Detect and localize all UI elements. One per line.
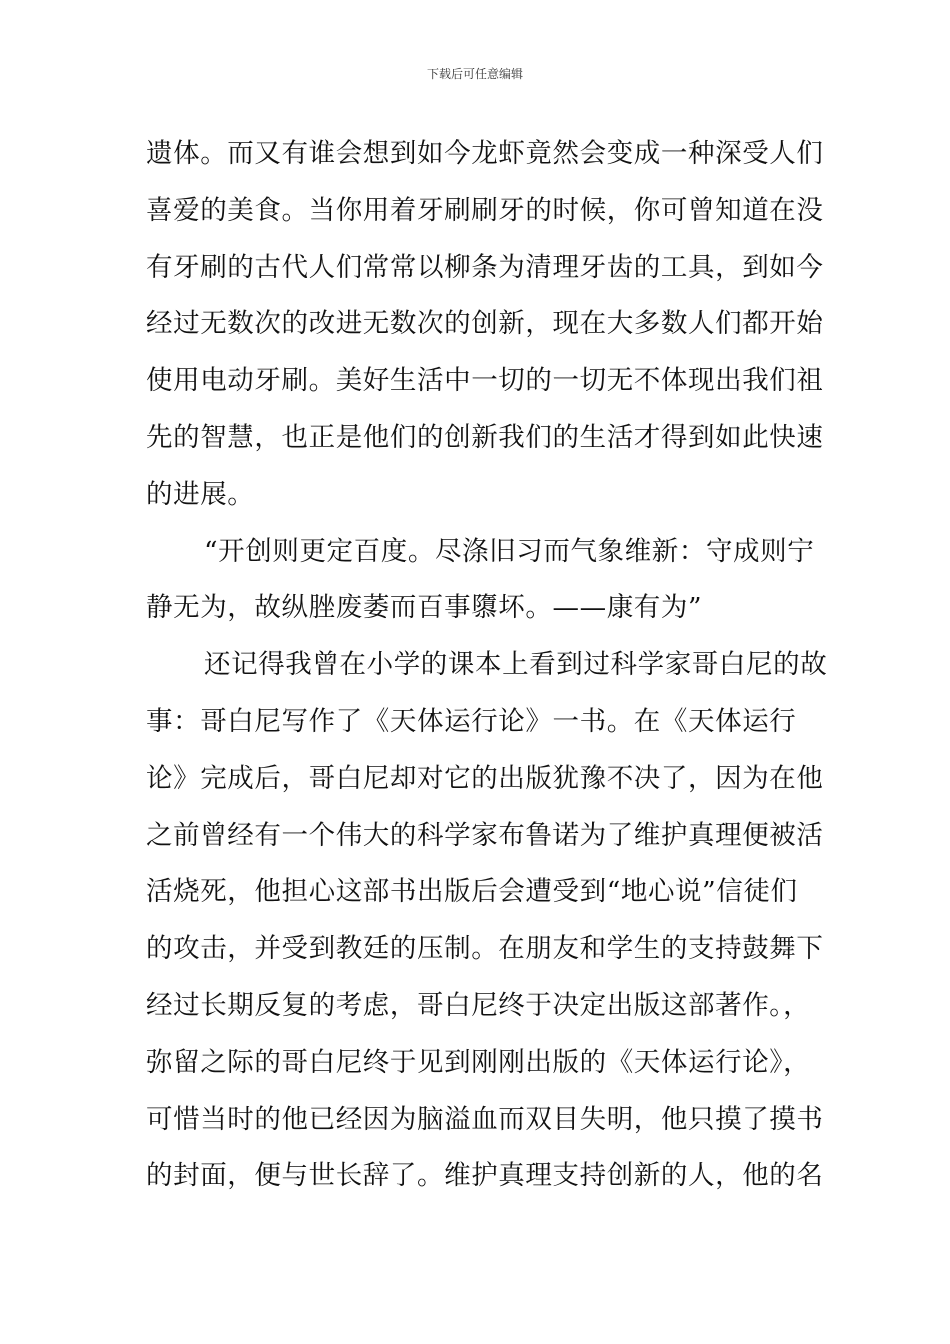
paragraph-line: 还记得我曾在小学的课本上看到过科学家哥白尼的故: [204, 649, 828, 681]
quote-line: 静无为，故纵脞废萎而百事隳坏。——康有为”: [146, 592, 703, 624]
paragraph-line: 的攻击，并受到教廷的压制。在朋友和学生的支持鼓舞下: [146, 933, 824, 965]
paragraph-line: 可惜当时的他已经因为脑溢血而双目失明，他只摸了摸书: [146, 1103, 824, 1135]
paragraph-line: 先的智慧，也正是他们的创新我们的生活才得到如此快速: [146, 421, 824, 453]
quote-line: “开创则更定百度。尽涤旧习而气象维新：守成则宁: [204, 535, 815, 567]
document-body: [146, 126, 828, 1205]
paragraph-line: 弥留之际的哥白尼终于见到刚刚出版的《天体运行论》，: [146, 1046, 811, 1078]
paragraph-line: 经过长期反复的考虑，哥白尼终于决定出版这部著作。，: [146, 989, 811, 1021]
paragraph-line: 论》完成后，哥白尼却对它的出版犹豫不决了，因为在他: [146, 762, 824, 794]
paragraph-line: 事：哥白尼写作了《天体运行论》一书。在《天体运行: [146, 705, 797, 737]
paragraph-line: 遗体。而又有谁会想到如今龙虾竟然会变成一种深受人们: [146, 138, 824, 169]
paragraph-line: 活烧死，他担心这部书出版后会遭受到“地心说”信徒们: [146, 876, 798, 908]
paragraph-line: 有牙刷的古代人们常常以柳条为清理牙齿的工具，到如今: [146, 251, 824, 283]
paragraph-line: 经过无数次的改进无数次的创新，现在大多数人们都开始: [146, 308, 824, 340]
paragraph-line: 之前曾经有一个伟大的科学家布鲁诺为了维护真理便被活: [146, 819, 824, 851]
paragraph-line: 的进展。: [146, 478, 255, 510]
page-header: 下载后可任意编辑: [426, 67, 523, 81]
paragraph-line: 使用电动牙刷。美好生活中一切的一切无不体现出我们祖: [146, 365, 824, 397]
paragraph-line: 的封面，便与世长辞了。维护真理支持创新的人，他的名: [146, 1160, 824, 1192]
paragraph-line: 喜爱的美食。当你用着牙刷刷牙的时候，你可曾知道在没: [146, 194, 824, 226]
